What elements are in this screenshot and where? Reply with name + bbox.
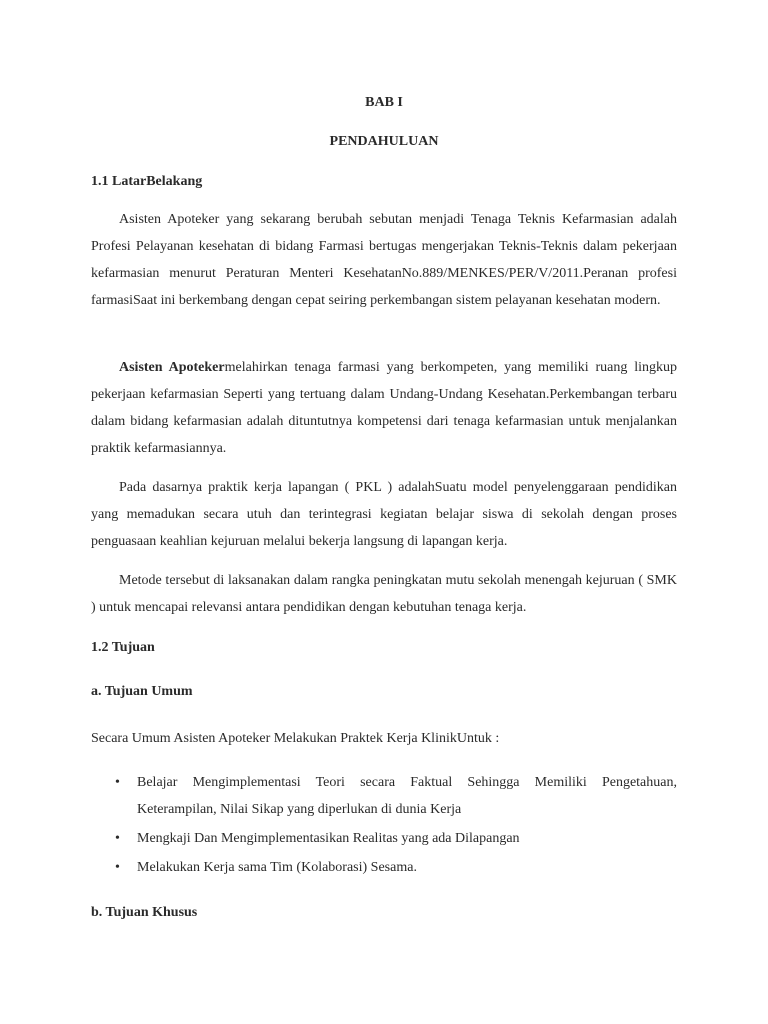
list-item	[91, 769, 677, 823]
subheading-tujuan-umum: a. Tujuan Umum	[91, 684, 193, 699]
bullet-icon: •	[115, 860, 120, 875]
intro-text: Secara Umum Asisten Apoteker Melakukan Praktek Kerja KlinikUntuk :	[91, 731, 500, 746]
chapter-number: BAB I	[365, 95, 403, 110]
paragraph-3: Pada dasarnya praktik kerja lapangan ( PKL ) adalahSuatu model penyelenggaraan pendidikan yang memadukan secara utuh dan terintegrasi kegiatan belajar siswa di sekolah dengan proses penguasaan keahlian kejuruan melalui bekerja langsung di lapangan kerja.	[91, 480, 677, 549]
list-item-text: Mengkaji Dan Mengimplementasikan Realitas yang ada Dilapangan	[137, 831, 520, 846]
bullet-icon: •	[115, 775, 120, 790]
list-item	[91, 854, 677, 881]
list-item	[91, 825, 677, 852]
paragraph-1: Asisten Apoteker yang sekarang berubah sebutan menjadi Tenaga Teknis Kefarmasian adalah Profesi Pelayanan kesehatan di bidang Farmasi bertugas mengerjakan Teknis-Teknis dalam pekerjaan kefarmasian menurut Peraturan Menteri KesehatanNo.889/MENKES/PER/V/2011.Peranan profesi farmasiSaat ini berkembang dengan cepat seiring perkembangan sistem pelayanan kesehatan modern.	[91, 212, 677, 308]
section-heading-latar-belakang: 1.1 LatarBelakang	[91, 174, 203, 189]
chapter-title: PENDAHULUAN	[329, 134, 439, 149]
list-item-text: Melakukan Kerja sama Tim (Kolaborasi) Sesama.	[137, 860, 417, 875]
section-heading-tujuan: 1.2 Tujuan	[91, 640, 155, 655]
paragraph-4: Metode tersebut di laksanakan dalam rangka peningkatan mutu sekolah menengah kejuruan ( SMK ) untuk mencapai relevansi antara pendidikan dengan kebutuhan tenaga kerja.	[91, 573, 677, 615]
subheading-tujuan-khusus: b. Tujuan Khusus	[91, 905, 198, 920]
paragraph-2-text: melahirkan tenaga farmasi yang berkompeten, yang memiliki ruang lingkup pekerjaan kefarmasian Seperti yang tertuang dalam Undang-Undang Kesehatan.Perkembangan terbaru dalam bidang kefarmasian adalah dituntutnya kompetensi dari tenaga kefarmasian untuk menjalankan praktik kefarmasiannya.	[91, 360, 677, 456]
list-item-text: Belajar Mengimplementasi Teori secara Faktual Sehingga Memiliki Pengetahuan, Keterampilan, Nilai Sikap yang diperlukan di dunia Kerja	[137, 775, 677, 817]
paragraph-2-bold: Asisten Apoteker	[119, 360, 225, 375]
bullet-icon: •	[115, 831, 120, 846]
paragraph-2	[91, 354, 677, 462]
objectives-list	[91, 769, 677, 883]
